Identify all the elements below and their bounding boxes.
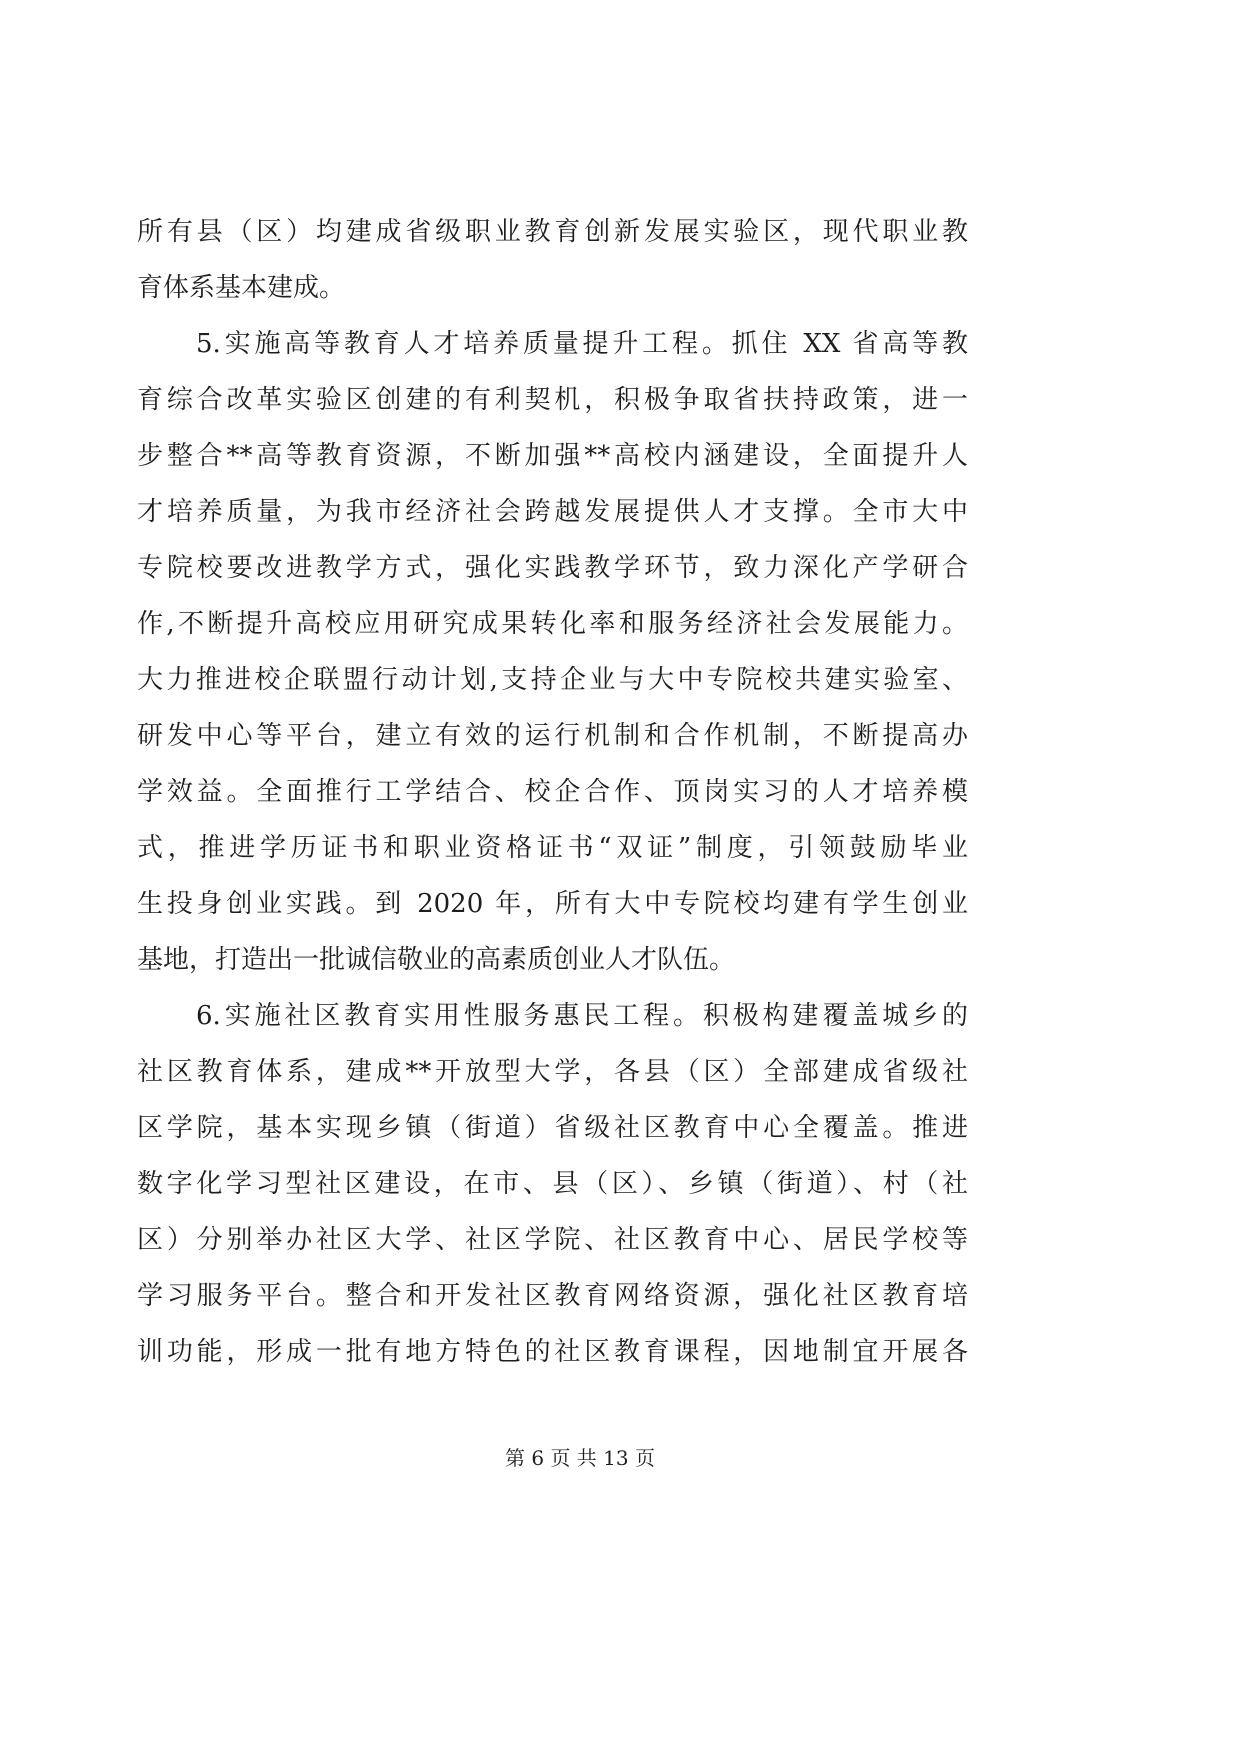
- text-line: 区）分别举办社区大学、社区学院、社区教育中心、居民学校等: [137, 1225, 968, 1255]
- text-line: 社区教育体系，建成**开放型大学，各县（区）全部建成省级社: [137, 1057, 968, 1087]
- text-line: 数字化学习型社区建设，在市、县（区）、乡镇（街道）、村（社: [137, 1169, 968, 1199]
- text-line: 训功能，形成一批有地方特色的社区教育课程，因地制宜开展各: [137, 1337, 968, 1367]
- text-line: 大力推进校企联盟行动计划,支持企业与大中专院校共建实验室、: [137, 665, 968, 695]
- text-line: 5.实施高等教育人才培养质量提升工程。抓住 XX 省高等教: [196, 329, 968, 359]
- text-line: 基地，打造出一批诚信敬业的高素质创业人才队伍。: [137, 945, 736, 975]
- text-line: 学效益。全面推行工学结合、校企合作、顶岗实习的人才培养模: [137, 777, 968, 807]
- text-line: 生投身创业实践。到 2020 年，所有大中专院校均建有学生创业: [137, 889, 968, 919]
- text-line: 区学院，基本实现乡镇（街道）省级社区教育中心全覆盖。推进: [137, 1113, 968, 1143]
- text-line: 才培养质量，为我市经济社会跨越发展提供人才支撑。全市大中: [137, 497, 968, 527]
- text-line: 步整合**高等教育资源，不断加强**高校内涵建设，全面提升人: [137, 441, 968, 471]
- paragraph-community-education: [137, 988, 968, 1380]
- paragraph-vocational-continuation: [137, 204, 968, 316]
- text-line: 所有县（区）均建成省级职业教育创新发展实验区，现代职业教: [137, 217, 968, 247]
- text-line: 育综合改革实验区创建的有利契机，积极争取省扶持政策，进一: [137, 385, 968, 415]
- text-line: 育体系基本建成。: [137, 273, 346, 303]
- text-line: 专院校要改进教学方式，强化实践教学环节，致力深化产学研合: [137, 553, 968, 583]
- text-line: 6.实施社区教育实用性服务惠民工程。积极构建覆盖城乡的: [196, 1001, 968, 1031]
- text-line: 式，推进学历证书和职业资格证书“双证”制度，引领鼓励毕业: [137, 833, 968, 863]
- text-line: 研发中心等平台，建立有效的运行机制和合作机制，不断提高办: [137, 721, 968, 751]
- document-body: [137, 204, 968, 1380]
- page-number-footer: 第 6 页 共 13 页: [505, 1446, 655, 1470]
- text-line: 作,不断提升高校应用研究成果转化率和服务经济社会发展能力。: [137, 609, 968, 639]
- paragraph-higher-education: [137, 316, 968, 988]
- text-line: 学习服务平台。整合和开发社区教育网络资源，强化社区教育培: [137, 1281, 968, 1311]
